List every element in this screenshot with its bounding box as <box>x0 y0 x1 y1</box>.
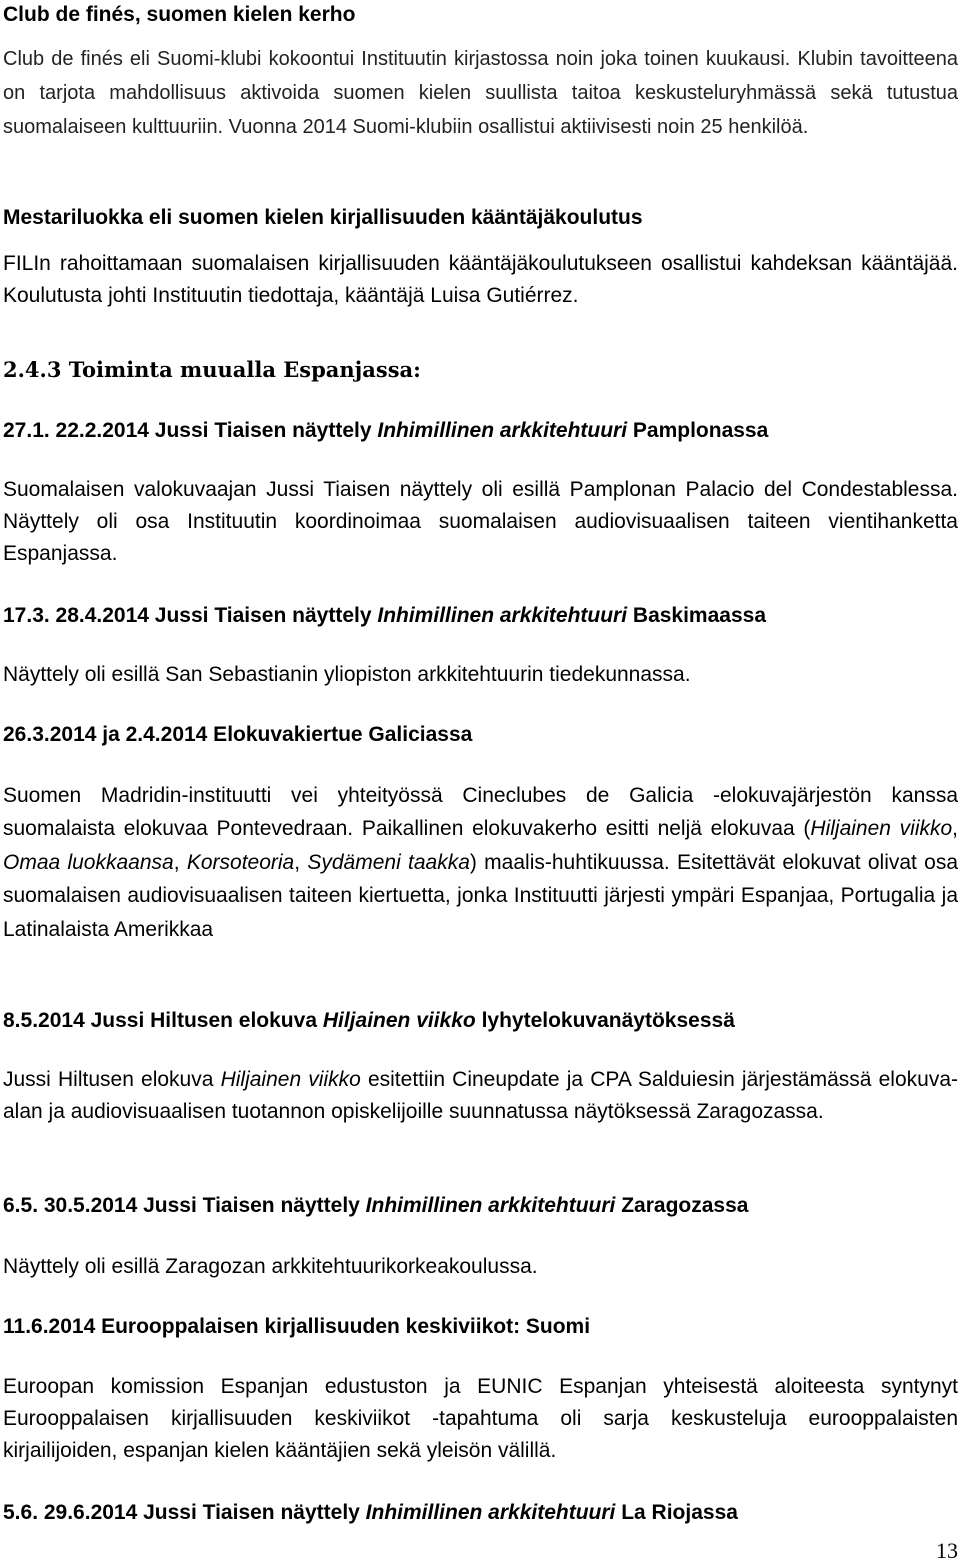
club-text-block <box>3 42 958 144</box>
event-1-title: Inhimillinen arkkitehtuuri <box>377 419 628 442</box>
event-2-title: Inhimillinen arkkitehtuuri <box>377 604 628 627</box>
event-3-heading: 26.3.2014 ja 2.4.2014 Elokuvakiertue Galiciassa <box>3 723 473 746</box>
event-5-paragraph: Näyttely oli esillä Zaragozan arkkitehtuurikorkeakoulussa. <box>3 1255 538 1278</box>
film-title-2: Omaa luokkaansa <box>3 850 174 874</box>
masterclass-paragraph: FILIn rahoittamaan suomalaisen kirjallisuuden kääntäjäkoulutukseen osallistui kahdeksan kääntäjää. Koulutusta johti Instituutin tiedottaja, kääntäjä Luisa Gutiérrez. <box>3 252 958 307</box>
event-5-text-block <box>3 1251 958 1283</box>
event-6-heading-block <box>3 1314 958 1340</box>
event-1-paragraph: Suomalaisen valokuvaajan Jussi Tiaisen näyttely oli esillä Pamplonan Palacio del Condestablessa. Näyttely oli osa Instituutin koordinoimaa suomalaisen audiovisuaalisen taiteen vientihanketta Espanjassa. <box>3 478 958 565</box>
event-1-heading-block <box>3 418 958 444</box>
section-block <box>3 356 958 384</box>
event-7-title: Inhimillinen arkkitehtuuri <box>365 1501 616 1524</box>
event-3-paragraph: Suomen Madridin-instituutti vei yhteityössä Cineclubes de Galicia -elokuvajärjestön kanssa suomalaista elokuvaa Pontevedraan. Paikallinen elokuvakerho esitti neljä elokuvaa (Hiljainen viikko, Omaa luokkaansa, Korsoteoria, Sydämeni taakka) maalis-huhtikuussa. Esitettävät elokuvat olivat osa suomalaisen audiovisuaalisen taiteen kiertuetta, jonka Instituutti järjesti ympäri Espanjaa, Portugalia ja Latinalaista Amerikkaa <box>3 784 959 941</box>
film-title-1: Hiljainen viikko <box>810 817 953 841</box>
event-5-heading: 6.5. 30.5.2014 Jussi Tiaisen näyttely Inhimillinen arkkitehtuuri Zaragozassa <box>3 1194 749 1217</box>
club-heading: Club de finés, suomen kielen kerho <box>3 3 356 26</box>
club-section <box>3 2 958 28</box>
event-2-heading: 17.3. 28.4.2014 Jussi Tiaisen näyttely Inhimillinen arkkitehtuuri Baskimaassa <box>3 604 767 627</box>
event-3-heading-block <box>3 722 958 748</box>
event-6-paragraph: Euroopan komission Espanjan edustuston ja EUNIC Espanjan yhteisestä aloiteesta syntynyt Eurooppalaisen kirjallisuuden keskiviikot -tapahtuma oli sarja keskusteluja eurooppalaisten kirjailijoiden, espanjan kielen kääntäjien sekä yleisön välillä. <box>3 1375 958 1462</box>
event-1-text-block <box>3 474 958 570</box>
page-number: 13 <box>936 1538 958 1563</box>
event-7-heading-block <box>3 1500 958 1526</box>
event-4-paragraph: Jussi Hiltusen elokuva Hiljainen viikko esitettiin Cineupdate ja CPA Salduiesin järjestämässä elokuva-alan ja audiovisuaalisen tuotannon opiskelijoille suunnatussa näytöksessä Zaragozassa. <box>3 1068 958 1123</box>
event-4-heading: 8.5.2014 Jussi Hiltusen elokuva Hiljainen viikko lyhytelokuvanäytöksessä <box>3 1009 735 1032</box>
masterclass-section <box>3 205 958 231</box>
event-2-paragraph: Näyttely oli esillä San Sebastianin yliopiston arkkitehtuurin tiedekunnassa. <box>3 663 691 686</box>
film-title-4: Sydämeni taakka <box>307 850 470 874</box>
event-2-text-block <box>3 659 958 691</box>
event-4-film: Hiljainen viikko <box>220 1068 361 1091</box>
event-5-title: Inhimillinen arkkitehtuuri <box>365 1194 616 1217</box>
section-title: 2.4.3 Toiminta muualla Espanjassa: <box>3 357 421 382</box>
event-6-heading: 11.6.2014 Eurooppalaisen kirjallisuuden keskiviikot: Suomi <box>3 1315 591 1338</box>
event-1-heading: 27.1. 22.2.2014 Jussi Tiaisen näyttely Inhimillinen arkkitehtuuri Pamplonassa <box>3 419 769 442</box>
event-4-heading-block <box>3 1008 958 1034</box>
event-3-text-block <box>3 779 958 946</box>
event-7-heading: 5.6. 29.6.2014 Jussi Tiaisen näyttely Inhimillinen arkkitehtuuri La Riojassa <box>3 1501 738 1524</box>
event-5-heading-block <box>3 1193 958 1219</box>
film-title-3: Korsoteoria <box>186 850 295 874</box>
club-paragraph: Club de finés eli Suomi-klubi kokoontui Instituutin kirjastossa noin joka toinen kuukausi. Klubin tavoitteena on tarjota mahdollisuus aktivoida suomen kielen suullista taitoa keskusteluryhmässä sekä tutustua suomalaiseen kulttuuriin. Vuonna 2014 Suomi-klubiin osallistui aktiivisesti noin 25 henkilöä. <box>3 48 958 138</box>
event-4-text-block <box>3 1064 958 1128</box>
masterclass-text-block <box>3 248 958 312</box>
event-2-heading-block <box>3 603 958 629</box>
event-4-title: Hiljainen viikko <box>322 1009 476 1032</box>
masterclass-heading: Mestariluokka eli suomen kielen kirjallisuuden kääntäjäkoulutus <box>3 206 643 229</box>
event-6-text-block <box>3 1371 958 1467</box>
